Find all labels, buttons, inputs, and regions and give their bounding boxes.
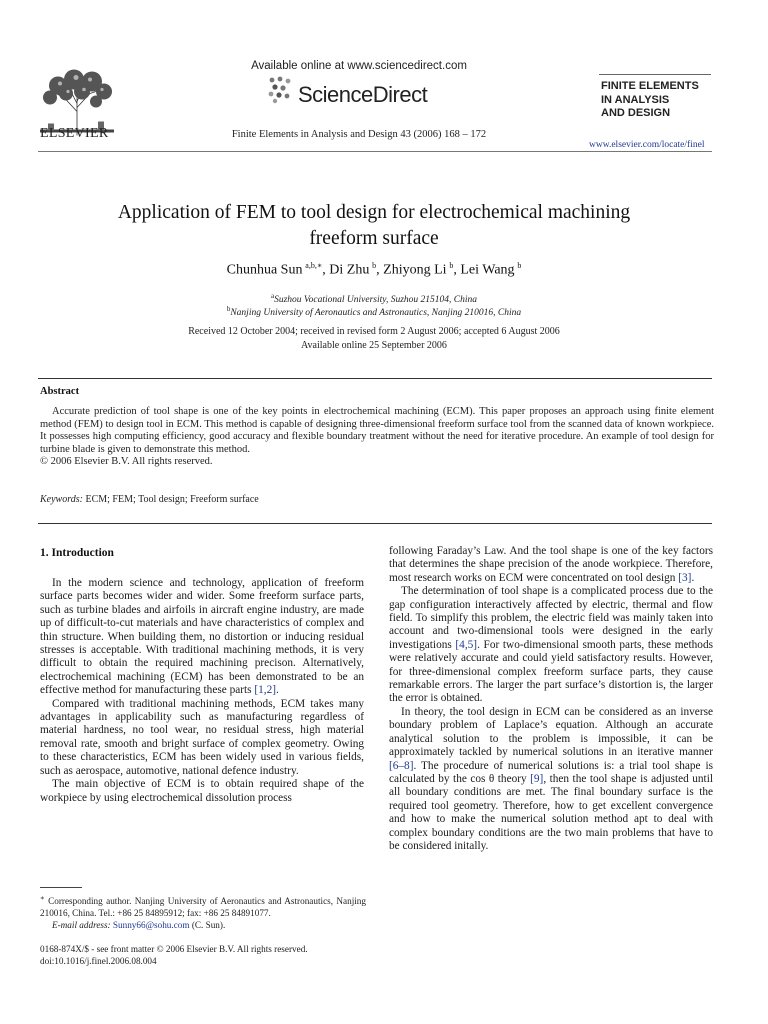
author-name: Zhiyong Li (383, 262, 447, 278)
author-name: Di Zhu (329, 262, 370, 278)
footnote-corresponding (40, 892, 366, 919)
affiliation-mark: b (226, 305, 231, 313)
abstract-body (40, 406, 714, 469)
journal-url-link[interactable]: www.elsevier.com/locate/finel (589, 140, 705, 150)
email-suffix: (C. Sun). (189, 920, 226, 931)
journal-name-line: IN ANALYSIS (601, 93, 670, 106)
publisher-name: ELSEVIER (40, 126, 109, 141)
abstract-top-rule (38, 378, 712, 379)
citation-link[interactable]: [6–8] (389, 759, 414, 772)
journal-citation: Finite Elements in Analysis and Design 43 (2006) 168 – 172 (231, 129, 487, 140)
paragraph-text: following Faraday’s Law. And the tool shape is one of the key factors that determines the shape precision of the anode workpiece. Therefore, most research works on ECM were concentrated on tool design (389, 545, 713, 584)
available-online-text: Available online at www.sciencedirect.com (251, 60, 467, 72)
keywords-line (40, 494, 259, 505)
affiliation-mark: a (270, 292, 275, 300)
footnote-rule (40, 887, 82, 888)
right-column (389, 545, 713, 853)
affiliation-text: Nanjing University of Aeronautics and Astronautics, Nanjing 210016, China (230, 308, 522, 319)
citation-link[interactable]: [4,5] (455, 638, 478, 651)
author-name: Lei Wang (460, 262, 515, 278)
author-separator: , (453, 262, 461, 278)
paragraph (389, 545, 713, 585)
journal-name (601, 80, 699, 121)
paragraph-text: . The procedure of numerical solutions is: a trial tool shape is calculated by the cos θ theory (389, 759, 713, 785)
doi-line: doi:10.1016/j.finel.2006.08.004 (40, 956, 157, 966)
email-label: E-mail address: (52, 920, 111, 931)
paragraph: The main objective of ECM is to obtain required shape of the workpiece by using electrochemical dissolution process (40, 778, 364, 804)
author-separator: , (322, 262, 330, 278)
paragraph (389, 585, 713, 706)
author-affiliation-mark[interactable]: b (372, 261, 377, 270)
email-link[interactable]: Sunny66@sohu.com (112, 920, 190, 931)
journal-name-line: FINITE ELEMENTS (601, 80, 699, 92)
paragraph: Compared with traditional machining methods, ECM takes many advantages in applicability such as manufacturing regardless of material hardness, no tool wear, no residual stress, high material removal rate, smooth and bright surface of complex geometry. Owing to these characteristics, ECM has been widely used in various fields, such as aerospace, automotive, national defence industry. (40, 697, 364, 777)
author-affiliation-mark[interactable]: b (517, 261, 522, 270)
sciencedirect-dots-icon (268, 76, 292, 104)
paragraph-text: The determination of tool shape is a complicated process due to the gap configuration interactively affected by electric, thermal and flow field. To simplify this problem, the electric field was mainly taken into account and two-dimensional tools were designed in the early investigations (389, 585, 713, 651)
keywords-text: ECM; FEM; Tool design; Freeform surface (82, 494, 259, 505)
footnote-mark: ∗ (40, 894, 45, 902)
section-heading-introduction: 1. Introduction (40, 547, 114, 559)
author-name: Chunhua Sun (226, 262, 303, 278)
paragraph (389, 706, 713, 853)
author-separator: , (376, 262, 384, 278)
front-matter-line: 0168-874X/$ - see front matter © 2006 Elsevier B.V. All rights reserved. (40, 944, 308, 954)
footnote (40, 892, 366, 931)
citation-link[interactable]: [9] (530, 772, 544, 785)
journal-name-line: AND DESIGN (601, 107, 671, 119)
paragraph-text: In the modern science and technology, application of freeform surface parts becomes wider and wider. Some freeform surface parts, such as turbine blades and airfoils in aircraft engine industry, are made up of difficult-to-cut materials and have characteristics of complex and thin structure. When building them, no distortion or inducing residual stresses is acceptable. With traditional machining methods, it is very difficult to obtain the required machining precison. Alternatively, electrochemical machining (ECM) has been demonstrated to be an effective method for manufacturing these parts (40, 577, 364, 697)
citation-link[interactable]: [1,2] (254, 684, 277, 697)
left-column (40, 577, 364, 805)
page-footer (40, 943, 308, 967)
sciencedirect-wordmark: ScienceDirect (298, 82, 428, 107)
affiliation-text: Suzhou Vocational University, Suzhou 215104, China (274, 295, 478, 306)
author-affiliation-mark[interactable]: b (449, 261, 454, 270)
paragraph-text: . (691, 571, 695, 584)
author-affiliation-mark[interactable]: a,b,∗ (305, 261, 323, 270)
paper-title (60, 200, 688, 252)
footnote-email (40, 919, 366, 931)
paragraph (40, 577, 364, 698)
available-online-date: Available online 25 September 2006 (301, 339, 447, 351)
header-divider (38, 151, 712, 152)
received-dates: Received 12 October 2004; received in revised form 2 August 2006; accepted 6 August 2006 (188, 326, 560, 337)
abstract-heading: Abstract (40, 386, 80, 397)
paragraph-text: In theory, the tool design in ECM can be considered as an inverse boundary problem of Laplace’s equation. Although an accurate analytical solution to the problem is impossible, it can be approximately tackled by numerical solutions in an iterative manner (389, 705, 713, 759)
citation-link[interactable]: [3] (678, 571, 692, 584)
keywords-label: Keywords: (40, 494, 83, 505)
paragraph-text: . For two-dimensional smooth parts, these methods were relatively accurate and could yield satisfactory results. However, for three-dimensional complex freeform surface parts, they cause remarkable errors. The larger the part surface’s distortion is, the larger the error is obtained. (389, 638, 713, 705)
title-line: Application of FEM to tool design for electrochemical machining (117, 202, 631, 223)
journal-name-rule (599, 74, 711, 75)
abstract-text: Accurate prediction of tool shape is one of the key points in electrochemical machining (ECM). This paper proposes an approach using finite element method (FEM) to design tool in ECM. This method is capable of designing three-dimensional freeform surface tool from the scanned data of known workpiece. It possesses high computing efficiency, good accuracy and flexible boundary treatment without the need for iterative procedure. An example of tool design for turbine blade is given to demonstrate this method. (40, 406, 714, 455)
abstract-bottom-rule (38, 523, 712, 524)
publication-dates (60, 325, 688, 352)
title-line: freeform surface (309, 228, 439, 249)
abstract-copyright: © 2006 Elsevier B.V. All rights reserved. (40, 456, 213, 468)
affiliation-b (60, 305, 688, 318)
footnote-text: Corresponding author. Nanjing University of Aeronautics and Astronautics, Nanjing 210016, China. Tel.: +86 25 84895912; fax: +86 25 84891077. (40, 896, 366, 919)
author-list (60, 261, 688, 279)
affiliation-a (60, 292, 688, 305)
paragraph-text: , then the tool shape is adjusted until all boundary conditions are met. The final boundary surface is the required tool geometry. Therefore, how to get excellent convergence and how to make the numerical solution method apt to deal with complex boundary conditions are the two main problems that have to be considered initally. (389, 772, 713, 852)
paragraph-text: . (276, 684, 279, 697)
